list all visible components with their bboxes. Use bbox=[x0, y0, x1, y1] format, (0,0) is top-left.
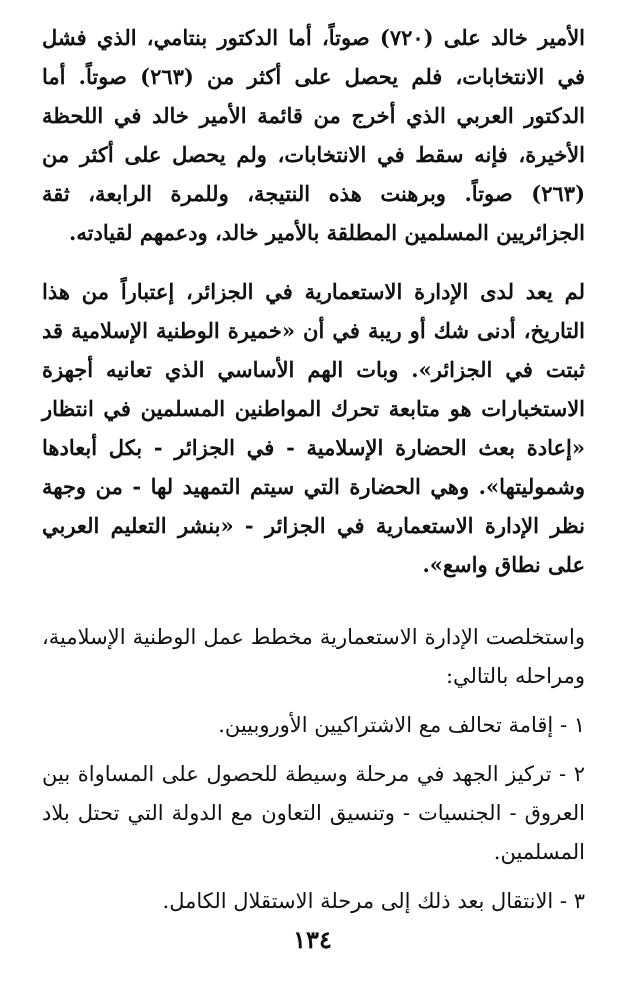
list-item-2: ٢ - تركيز الجهد في مرحلة وسيطة للحصول على المساواة بين العروق - الجنسيات - وتنسيق التعاون مع الدولة التي تحتل بلاد المسلمين. bbox=[42, 762, 585, 864]
page-body bbox=[42, 18, 585, 921]
page-number: ١٣٤ bbox=[293, 925, 332, 954]
paragraph-action-plan-intro: واستخلصت الإدارة الاستعمارية مخطط عمل الوطنية الإسلامية، ومراحله بالتالي: bbox=[42, 625, 585, 688]
paragraph-election-results: الأمير خالد على (٧٢٠) صوتاً، أما الدكتور بنتامي، الذي فشل في الانتخابات، فلم يحصل على أكثر من (٢٦٣) صوتاً. أما الدكتور العربي الذي أخرج من قائمة الأمير خالد في اللحظة الأخيرة، فإنه سقط في الانتخابات، ولم يحصل على أكثر من (٢٦٣) صوتاً. وبرهنت هذه النتيجة، وللمرة الرابعة، ثقة الجزائريين المسلمين المطلقة بالأمير خالد، ودعمهم لقيادته. bbox=[42, 25, 586, 245]
list-item-1: ١ - إقامة تحالف مع الاشتراكيين الأوروبيين. bbox=[218, 713, 585, 737]
paragraph-colonial-administration: لم يعد لدى الإدارة الاستعمارية في الجزائر، إعتباراً من هذا التاريخ، أدنى شك أو ريبة في أن «خميرة الوطنية الإسلامية قد ثبتت في الجزائر». وبات الهم الأساسي الذي تعانيه أجهزة الاستخبارات هو متابعة تحرك المواطنين المسلمين في انتظار «إعادة بعث الحضارة الإسلامية - في الجزائر - بكل أبعادها وشموليتها». وهي الحضارة التي سيتم التمهيد لها - من وجهة نظر الإدارة الاستعمارية في الجزائر - «بنشر التعليم العربي على نطاق واسع». bbox=[42, 279, 585, 577]
list-item-3: ٣ - الانتقال بعد ذلك إلى مرحلة الاستقلال الكامل. bbox=[162, 889, 585, 913]
